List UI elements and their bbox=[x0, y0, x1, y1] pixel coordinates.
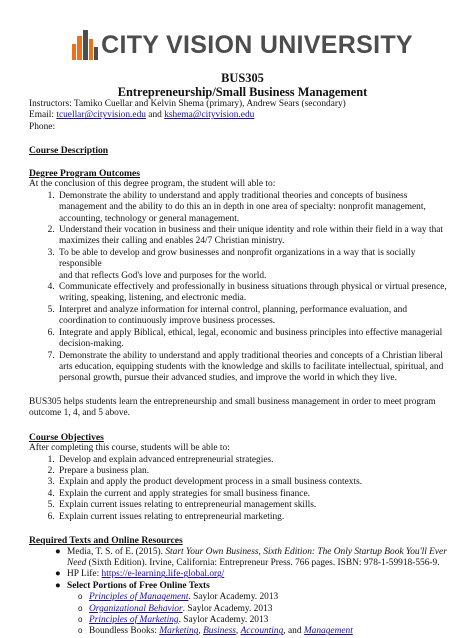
university-logo bbox=[29, 0, 456, 62]
course-title: Entrepreneurship/Small Business Management bbox=[117, 85, 368, 99]
course-summary-line-2: outcome 1, 4, and 5 above. bbox=[29, 408, 131, 419]
email-link-kshema[interactable]: kshema@cityvision.edu bbox=[164, 110, 255, 121]
objective-item: 6. Explain current issues relating to entrepreneurial marketing. bbox=[57, 512, 456, 523]
bullet-icon: ● bbox=[55, 546, 61, 557]
free-text-item: o Organizational Behavior. Saylor Academy. 2013 bbox=[78, 603, 273, 614]
free-text-item: o Principles of Marketing. Saylor Academy. 2013 bbox=[78, 615, 269, 625]
objectives-list bbox=[29, 455, 456, 523]
course-code: BUS305 bbox=[221, 71, 264, 85]
circle-bullet-icon: o bbox=[78, 603, 83, 613]
free-texts-sublist bbox=[67, 592, 456, 638]
bullet-icon: ● bbox=[55, 569, 61, 580]
outcomes-list bbox=[29, 191, 456, 385]
university-name: CITY VISION UNIVERSITY bbox=[101, 30, 413, 59]
email-label: Email: bbox=[29, 110, 57, 121]
hp-life-link[interactable]: https://e-learning.life-global.org/ bbox=[101, 569, 225, 580]
objective-item: 4. Explain the current and apply strategies for small business finance. bbox=[57, 489, 456, 500]
outcome-item: 7. Demonstrate the ability to understand and apply traditional theories and concepts of a Christian liberal arts education, equipping students with the knowledge and skills to facilitate intellectual, spiritual, and personal growth, pursue their advanced studies, and improve the world in which they live. bbox=[57, 351, 456, 385]
degree-outcomes-heading: Degree Program Outcomes bbox=[29, 167, 140, 179]
circle-bullet-icon: o bbox=[78, 626, 83, 636]
boundless-accounting-link[interactable]: Accounting bbox=[240, 626, 284, 637]
bullet-icon: ● bbox=[55, 580, 61, 591]
required-texts-heading: Required Texts and Online Resources bbox=[29, 534, 183, 546]
email-line bbox=[29, 110, 456, 121]
city-skyline-mark-icon bbox=[72, 30, 98, 60]
principles-of-management-link[interactable]: Principles of Management bbox=[89, 592, 189, 603]
objective-item: 2. Prepare a business plan. bbox=[57, 466, 456, 477]
circle-bullet-icon: o bbox=[78, 592, 83, 602]
instructors-line: Instructors: Tamiko Cuellar and Kelvin Shema (primary), Andrew Sears (secondary) bbox=[29, 99, 346, 109]
objectives-intro: After completing this course, students will be able to: bbox=[29, 443, 230, 454]
outcome-item: 6. Integrate and apply Biblical, ethical, legal, economic and business principles into effective managerial decision-making. bbox=[57, 328, 456, 351]
phone-line: Phone: bbox=[29, 121, 56, 132]
boundless-marketing-link[interactable]: Marketing bbox=[159, 626, 199, 637]
resource-item-free-texts bbox=[55, 580, 456, 638]
objective-item: 3. Explain and apply the product development process in a small business contexts. bbox=[57, 477, 456, 488]
media-book-title: Start Your Own Business, Sixth Edition: The Only Startup Book You'll Ever bbox=[165, 546, 447, 557]
outcomes-intro: At the conclusion of this degree program, the student will able to: bbox=[29, 179, 276, 190]
outcome-item: 3. To be able to develop and grow businesses and nonprofit organizations in a way that is socially responsible and that reflects God's love and purposes for the world. bbox=[57, 248, 456, 282]
course-description-heading: Course Description bbox=[29, 145, 109, 157]
free-texts-label: Select Portions of Free Online Texts bbox=[67, 580, 210, 591]
course-summary-line-1: BUS305 helps students learn the entrepreneurship and small business management in order to meet program bbox=[29, 396, 436, 407]
outcome-item: 5. Interpret and analyze information for internal control, planning, performance evaluation, and coordination to continuously improve business processes. bbox=[57, 305, 456, 328]
course-objectives-heading: Course Objectives bbox=[29, 431, 104, 443]
boundless-management-link[interactable]: Management bbox=[303, 626, 353, 637]
objective-item: 1. Develop and explain advanced entrepreneurial strategies. bbox=[57, 455, 456, 466]
boundless-business-link[interactable]: Business bbox=[203, 626, 236, 637]
principles-of-marketing-link[interactable]: Principles of Marketing bbox=[89, 615, 179, 625]
resource-item-media: ● Media, T. S. of E. (2015). Start Your Own Business, Sixth Edition: The Only Startup Book You'll Ever Need (Sixth Edition). Irvine, California: Entrepreneur Press. 766 pages. ISBN: 978-1-59918-556-9. bbox=[55, 546, 447, 568]
objective-item: 5. Explain current issues relating to entrepreneurial management skills. bbox=[57, 500, 456, 511]
organizational-behavior-link[interactable]: Organizational Behavior bbox=[89, 603, 183, 614]
resources-list bbox=[29, 547, 456, 638]
email-and: and bbox=[145, 110, 165, 121]
free-text-item: o Principles of Management. Saylor Academy. 2013 bbox=[78, 592, 279, 603]
email-link-tcuellar[interactable]: tcuellar@cityvision.edu bbox=[56, 110, 146, 121]
outcome-item: 4. Communicate effectively and professionally in business situations through physical or virtual presence, writing, speaking, listening, and electronic media. bbox=[57, 282, 456, 305]
circle-bullet-icon: o bbox=[78, 615, 83, 624]
outcome-item: 1. Demonstrate the ability to understand and apply traditional theories and concepts of business management and the ability to do this an in depth in one area of specialty: nonprofit management, accounting, technology or general management. bbox=[57, 191, 456, 225]
outcome-item: 2. Understand their vocation in business and their unique identity and role within their field in a way that maximizes their calling and enables 24/7 Christian ministry. bbox=[57, 225, 456, 248]
free-text-item-boundless: o Boundless Books: Marketing, Business, Accounting, and Management bbox=[78, 626, 353, 637]
resource-item-hp-life: ● HP Life: https://e-learning.life-global.org/ bbox=[55, 569, 225, 580]
